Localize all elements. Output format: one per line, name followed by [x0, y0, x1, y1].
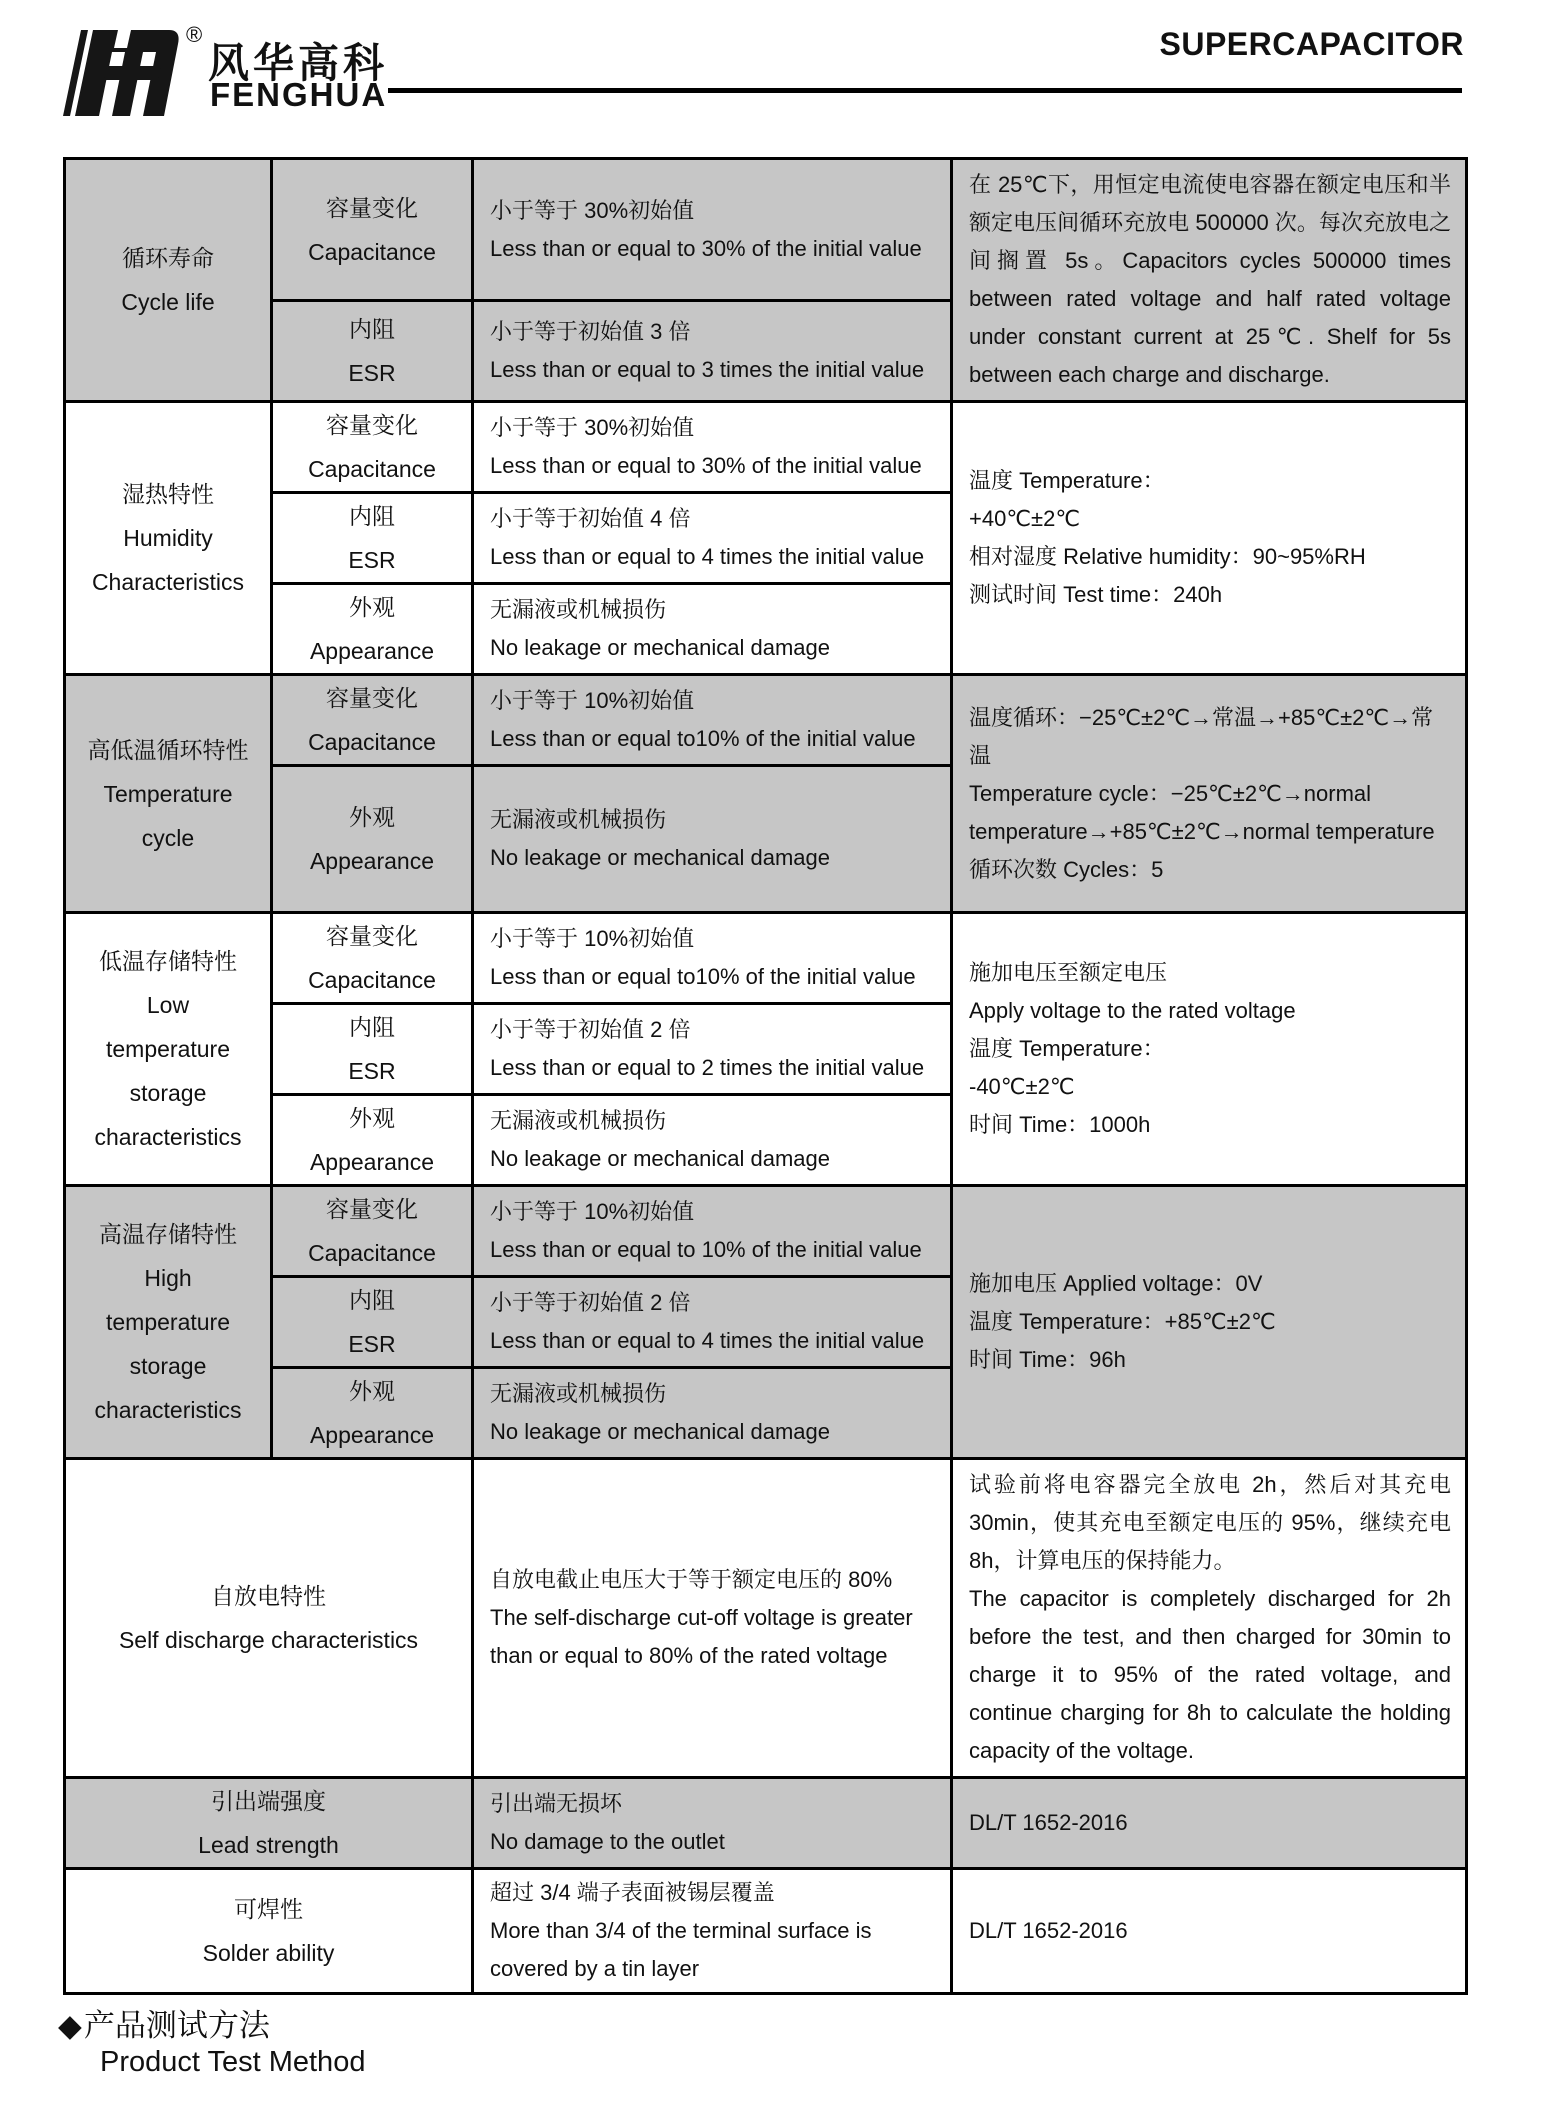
item-line: High [144, 1265, 192, 1291]
item-line: Low [146, 992, 190, 1018]
method-cell-temperature-cycle [952, 675, 1467, 913]
method-line: 施加电压 Applied voltage：0V [969, 1271, 1263, 1296]
requirement-line: Less than or equal to 2 times the initial value [490, 1055, 925, 1080]
parameter-cell-high-temperature-storage-2 [272, 1368, 473, 1459]
parameter-line: Appearance [309, 638, 435, 664]
method-cell-self-discharge [952, 1459, 1467, 1778]
parameter-line: 内阻 [349, 1014, 395, 1040]
parameter-cell-low-temperature-storage-0 [272, 913, 473, 1004]
requirement-line: 小于等于初始值 3 倍 [490, 319, 691, 345]
requirement-cell-cycle-life-0 [473, 159, 952, 301]
item-line: Humidity [123, 525, 213, 551]
requirement-cell-high-temperature-storage-2 [473, 1368, 952, 1459]
requirement-cell-lead-strength [473, 1778, 952, 1869]
section-title-en: Product Test Method [100, 2046, 366, 2078]
table-row [65, 402, 1467, 493]
requirement-cell-high-temperature-storage-0 [473, 1186, 952, 1277]
item-line: 湿热特性 [122, 481, 214, 507]
requirement-cell-cycle-life-1 [473, 301, 952, 402]
requirement-cell-low-temperature-storage-0 [473, 913, 952, 1004]
parameter-line: Capacitance [308, 1240, 436, 1266]
requirement-line: 小于等于 30%初始值 [490, 415, 695, 440]
parameter-line: Appearance [309, 1149, 435, 1175]
requirement-line: More than 3/4 of the terminal surface is covered by a tin layer [490, 1918, 872, 1981]
requirement-line: 小于等于初始值 2 倍 [490, 1017, 691, 1042]
method-line: -40℃±2℃ [969, 1074, 1075, 1099]
item-line: Cycle life [121, 289, 215, 315]
method-cell-cycle-life [952, 159, 1467, 402]
test-spec-table [63, 157, 1468, 1995]
brand-name-en: FENGHUA [210, 76, 388, 113]
requirement-line: 无漏液或机械损伤 [490, 1381, 667, 1406]
requirement-line: Less than or equal to10% of the initial value [490, 726, 916, 751]
requirement-cell-low-temperature-storage-1 [473, 1004, 952, 1095]
section-title-cn-text: 产品测试方法 [83, 2008, 270, 2043]
registered-mark: ® [186, 22, 203, 47]
method-line: +40℃±2℃ [969, 506, 1081, 531]
parameter-cell-cycle-life-1 [272, 301, 473, 402]
requirement-line: 小于等于初始值 4 倍 [490, 506, 691, 531]
method-line: Apply voltage to the rated voltage [969, 998, 1296, 1023]
method-line: 温度 Temperature：+85℃±2℃ [969, 1309, 1276, 1334]
item-line: Lead strength [198, 1832, 339, 1858]
requirement-line: No leakage or mechanical damage [490, 1146, 830, 1171]
item-line: temperature [105, 1036, 230, 1062]
requirement-cell-high-temperature-storage-1 [473, 1277, 952, 1368]
method-cell-high-temperature-storage [952, 1186, 1467, 1459]
parameter-line: Capacitance [308, 238, 436, 265]
parameter-cell-humidity-characteristics-0 [272, 402, 473, 493]
requirement-line: 超过 3/4 端子表面被锡层覆盖 [490, 1880, 775, 1905]
method-cell-low-temperature-storage [952, 913, 1467, 1186]
item-cell-humidity-characteristics [65, 402, 272, 675]
requirement-line: 小于等于 10%初始值 [490, 1199, 695, 1224]
item-cell-low-temperature-storage [65, 913, 272, 1186]
requirement-line: No leakage or mechanical damage [490, 635, 830, 660]
parameter-cell-cycle-life-0 [272, 159, 473, 301]
requirement-cell-humidity-characteristics-1 [473, 493, 952, 584]
item-cell-solder-ability [65, 1869, 473, 1994]
method-cell-lead-strength [952, 1778, 1467, 1869]
parameter-line: 容量变化 [326, 194, 418, 221]
parameter-line: 外观 [349, 1105, 395, 1131]
item-line: cycle [141, 824, 195, 851]
item-line: 高低温循环特性 [87, 736, 249, 763]
method-line: 在 25℃下，用恒定电流使电容器在额定电压和半额定电压间循环充放电 500000 次。每次充放电之间搁置 5s。Capacitors cycles 500000 times between rated voltage and half rated voltage under constant current at 25℃. Shelf for 5s between each charge and discharge. [969, 172, 1451, 387]
requirement-line: No leakage or mechanical damage [490, 1419, 830, 1444]
method-line: The capacitor is completely discharged for 2h before the test, and then charged for 30min to charge it to 95% of the rated voltage, and continue charging for 8h to calculate the holding capacity of the voltage. [969, 1586, 1451, 1763]
parameter-line: 容量变化 [326, 412, 418, 438]
item-line: storage [129, 1353, 207, 1379]
requirement-line: 无漏液或机械损伤 [490, 1108, 667, 1133]
parameter-cell-humidity-characteristics-1 [272, 493, 473, 584]
item-line: 可焊性 [234, 1896, 303, 1922]
requirement-line: 自放电截止电压大于等于额定电压的 80% [490, 1567, 893, 1592]
item-line: 自放电特性 [211, 1583, 326, 1609]
parameter-line: 内阻 [349, 1287, 395, 1313]
parameter-line: 容量变化 [326, 923, 418, 949]
requirement-line: The self-discharge cut-off voltage is greater than or equal to 80% of the rated voltage [490, 1605, 913, 1668]
parameter-cell-low-temperature-storage-2 [272, 1095, 473, 1186]
parameter-line: 外观 [349, 804, 395, 830]
requirement-line: 小于等于 10%初始值 [490, 688, 695, 713]
requirement-cell-humidity-characteristics-0 [473, 402, 952, 493]
item-line: Solder ability [202, 1940, 335, 1966]
item-line: 引出端强度 [211, 1788, 326, 1814]
parameter-cell-low-temperature-storage-1 [272, 1004, 473, 1095]
requirement-line: No leakage or mechanical damage [490, 845, 830, 870]
parameter-line: 外观 [349, 1378, 395, 1404]
requirement-cell-solder-ability [473, 1869, 952, 1994]
parameter-line: 内阻 [349, 316, 395, 343]
requirement-line: 小于等于 10%初始值 [490, 926, 695, 951]
requirement-cell-temperature-cycle-0 [473, 675, 952, 766]
parameter-line: Capacitance [308, 456, 436, 482]
parameter-cell-temperature-cycle-1 [272, 766, 473, 913]
item-line: Self discharge characteristics [118, 1627, 419, 1653]
item-cell-temperature-cycle [65, 675, 272, 913]
method-line: 相对湿度 Relative humidity：90~95%RH [969, 544, 1366, 569]
parameter-line: Appearance [309, 848, 435, 874]
item-line: characteristics [94, 1397, 242, 1423]
requirement-cell-self-discharge [473, 1459, 952, 1778]
method-line: DL/T 1652-2016 [969, 1810, 1128, 1835]
item-cell-self-discharge [65, 1459, 473, 1778]
parameter-cell-high-temperature-storage-0 [272, 1186, 473, 1277]
requirement-line: Less than or equal to 4 times the initial value [490, 544, 925, 569]
parameter-line: 容量变化 [326, 685, 418, 711]
requirement-line: 小于等于初始值 2 倍 [490, 1290, 691, 1315]
requirement-cell-humidity-characteristics-2 [473, 584, 952, 675]
parameter-line: ESR [348, 547, 396, 573]
method-line: 循环次数 Cycles：5 [969, 856, 1164, 882]
fenghua-logo-icon [55, 26, 187, 116]
diamond-icon: ◆ [58, 2008, 82, 2043]
parameter-line: 容量变化 [326, 1196, 418, 1222]
item-line: 低温存储特性 [99, 948, 237, 974]
table-row [65, 1778, 1467, 1869]
item-line: Temperature [103, 780, 233, 807]
method-line: 测试时间 Test time：240h [969, 582, 1223, 607]
table-row [65, 913, 1467, 1004]
item-line: 高温存储特性 [99, 1221, 237, 1247]
requirement-cell-low-temperature-storage-2 [473, 1095, 952, 1186]
parameter-line: ESR [348, 360, 396, 387]
requirement-line: Less than or equal to 10% of the initial value [490, 1237, 922, 1262]
parameter-line: Capacitance [308, 729, 436, 755]
method-line: 时间 Time：96h [969, 1347, 1126, 1372]
table-row [65, 675, 1467, 766]
item-cell-lead-strength [65, 1778, 473, 1869]
method-line: 温度 Temperature： [969, 468, 1165, 493]
item-line: 循环寿命 [122, 245, 214, 271]
item-cell-cycle-life [65, 159, 272, 402]
table-row [65, 1186, 1467, 1277]
item-line: storage [129, 1080, 207, 1106]
requirement-line: Less than or equal to 30% of the initial value [490, 453, 922, 478]
product-category-title: SUPERCAPACITOR [1159, 26, 1464, 62]
item-cell-high-temperature-storage [65, 1186, 272, 1459]
method-line: 施加电压至额定电压 [969, 960, 1168, 985]
item-line: Characteristics [91, 569, 245, 595]
parameter-cell-high-temperature-storage-1 [272, 1277, 473, 1368]
parameter-line: Appearance [309, 1422, 435, 1448]
method-cell-humidity-characteristics [952, 402, 1467, 675]
requirement-line: 无漏液或机械损伤 [490, 807, 667, 832]
method-line: 温度循环：−25℃±2℃→常温→+85℃±2℃→常温 [969, 704, 1434, 768]
parameter-line: Capacitance [308, 967, 436, 993]
requirement-line: Less than or equal to 3 times the initial value [490, 357, 925, 383]
method-line: DL/T 1652-2016 [969, 1918, 1128, 1943]
parameter-line: 内阻 [349, 503, 395, 529]
requirement-line: 引出端无损坏 [490, 1791, 623, 1816]
method-line: 试验前将电容器完全放电 2h，然后对其充电 30min，使其充电至额定电压的 95%，继续充电 8h，计算电压的保持能力。 [969, 1472, 1451, 1573]
parameter-cell-humidity-characteristics-2 [272, 584, 473, 675]
requirement-line: Less than or equal to10% of the initial value [490, 964, 916, 989]
requirement-line: 小于等于 30%初始值 [490, 197, 695, 223]
parameter-line: 外观 [349, 594, 395, 620]
table-row [65, 159, 1467, 301]
brand-name-cn: 风华高科 [208, 40, 388, 86]
parameter-line: ESR [348, 1058, 396, 1084]
requirement-cell-temperature-cycle-1 [473, 766, 952, 913]
table-row [65, 1459, 1467, 1778]
method-cell-solder-ability [952, 1869, 1467, 1994]
section-title-cn [58, 2000, 270, 2045]
method-line: 温度 Temperature： [969, 1036, 1165, 1061]
parameter-cell-temperature-cycle-0 [272, 675, 473, 766]
table-row [65, 1869, 1467, 1994]
requirement-line: Less than or equal to 30% of the initial value [490, 235, 922, 261]
requirement-line: Less than or equal to 4 times the initial value [490, 1328, 925, 1353]
requirement-line: No damage to the outlet [490, 1829, 725, 1854]
item-line: characteristics [94, 1124, 242, 1150]
requirement-line: 无漏液或机械损伤 [490, 597, 667, 622]
header-rule [388, 88, 1462, 93]
method-line: 时间 Time：1000h [969, 1112, 1151, 1137]
item-line: temperature [105, 1309, 230, 1335]
method-line: Temperature cycle：−25℃±2℃→normal temperature→+85℃±2℃→normal temperature [969, 780, 1435, 844]
parameter-line: ESR [348, 1331, 396, 1357]
